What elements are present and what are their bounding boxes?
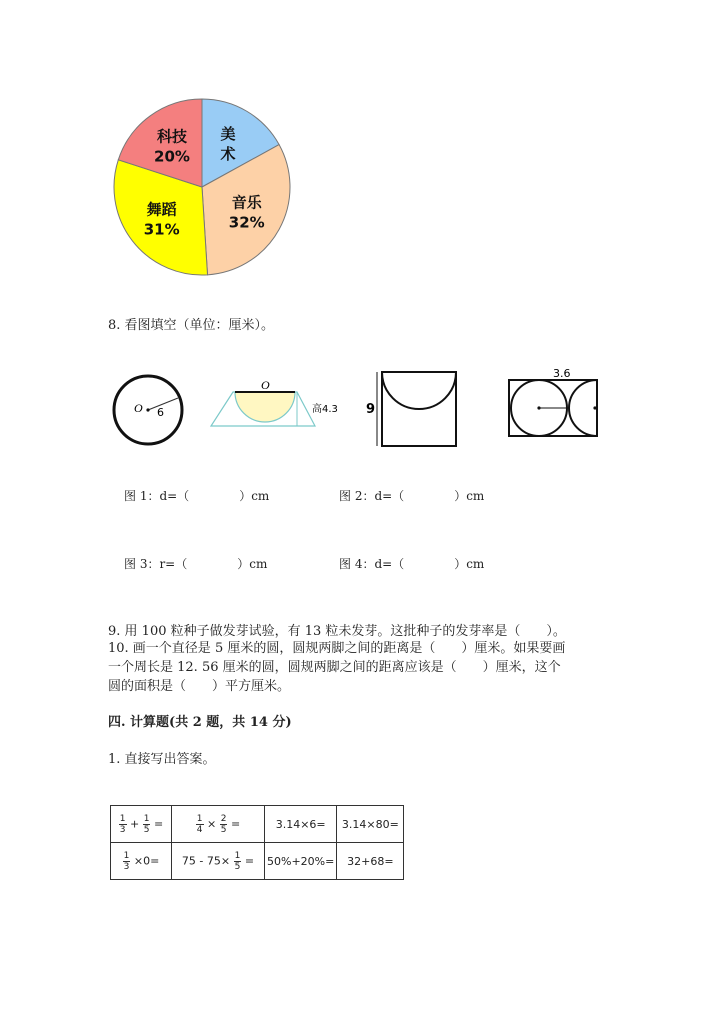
q10-line-1: 10. 画一个直径是 5 厘米的圆，圆规两脚之间的距离是（ ）厘米。如果要画 xyxy=(108,641,566,656)
semicircle-fill xyxy=(235,392,295,422)
height-label: 高4.3 xyxy=(312,404,338,415)
pie-label-3-0: 科技 xyxy=(156,127,188,146)
fig3-blank: 图 3：r=（ ）cm xyxy=(124,557,268,571)
section-4-q1: 1. 直接写出答案。 xyxy=(108,752,216,767)
pie-label-2-1: 31% xyxy=(143,220,180,239)
q10-line-2: 一个周长是 12. 56 厘米的圆，圆规两脚之间的距离应该是（ ）厘米，这个 xyxy=(108,660,561,675)
pie-label-2-0: 舞蹈 xyxy=(146,200,177,219)
q8-title: 8. 看图填空（单位：厘米）。 xyxy=(108,318,275,333)
figure-2-trapezoid xyxy=(205,378,350,433)
calc-cell: 75 - 75× $\frac{1}{5}$ = xyxy=(172,843,265,880)
calc-cell: 32+68= xyxy=(337,843,404,880)
calc-cell: $\frac{1}{4}$ × $\frac{2}{5}$ = xyxy=(172,806,265,843)
calc-cell: 3.14×80= xyxy=(337,806,404,843)
pie-label-1-0: 音乐 xyxy=(231,193,262,212)
q10-line-3: 圆的面积是（ ）平方厘米。 xyxy=(108,679,291,694)
semicircle-arc xyxy=(382,372,456,409)
radius-label: 6 xyxy=(157,406,164,419)
pie-slices xyxy=(114,99,290,275)
table-row xyxy=(111,843,404,880)
center-dot xyxy=(537,406,540,409)
pie-chart xyxy=(110,95,295,280)
fraction: $\frac{1}{5}$ xyxy=(143,813,150,835)
calc-cell: 50%+20%= xyxy=(265,843,337,880)
fraction: $\frac{2}{5}$ xyxy=(220,813,227,835)
center-label: O xyxy=(261,378,270,392)
fraction: $\frac{1}{3}$ xyxy=(119,813,126,835)
fraction: $\frac{1}{5}$ xyxy=(234,850,241,872)
fig1-blank: 图 1：d=（ ）cm xyxy=(124,489,270,503)
pie-label-3-1: 20% xyxy=(154,147,190,166)
calc-cell: $\frac{1}{3}$ + $\frac{1}{5}$ = xyxy=(111,806,172,843)
pie-label-1-1: 32% xyxy=(228,213,265,232)
fraction: $\frac{1}{4}$ xyxy=(196,813,203,835)
q9-text: 9. 用 100 粒种子做发芽试验，有 13 粒未发芽。这批种子的发芽率是（ ）。 xyxy=(108,624,566,639)
figure-1-circle xyxy=(108,370,188,450)
center-label: O xyxy=(134,401,143,415)
fig4-blank: 图 4：d=（ ）cm xyxy=(339,557,485,571)
section-4-heading: 四. 计算题(共 2 题，共 14 分) xyxy=(108,715,292,730)
top-label: 3.6 xyxy=(553,367,571,380)
fraction: $\frac{1}{3}$ xyxy=(123,850,130,872)
right-arc xyxy=(569,380,597,436)
fig2-blank: 图 2：d=（ ）cm xyxy=(339,489,485,503)
calc-cell: $\frac{1}{3}$ ×0= xyxy=(111,843,172,880)
figure-3-square xyxy=(362,366,462,451)
pie-label-0-0: 美 xyxy=(220,125,236,144)
table-row xyxy=(111,806,404,843)
right-dot xyxy=(593,406,596,409)
figure-4-rectangle xyxy=(505,364,605,444)
center-dot xyxy=(146,408,149,411)
side-label: 9 xyxy=(366,402,376,417)
pie-label-0-1: 术 xyxy=(220,145,236,164)
calc-cell: 3.14×6= xyxy=(265,806,337,843)
calc-table xyxy=(110,805,404,880)
